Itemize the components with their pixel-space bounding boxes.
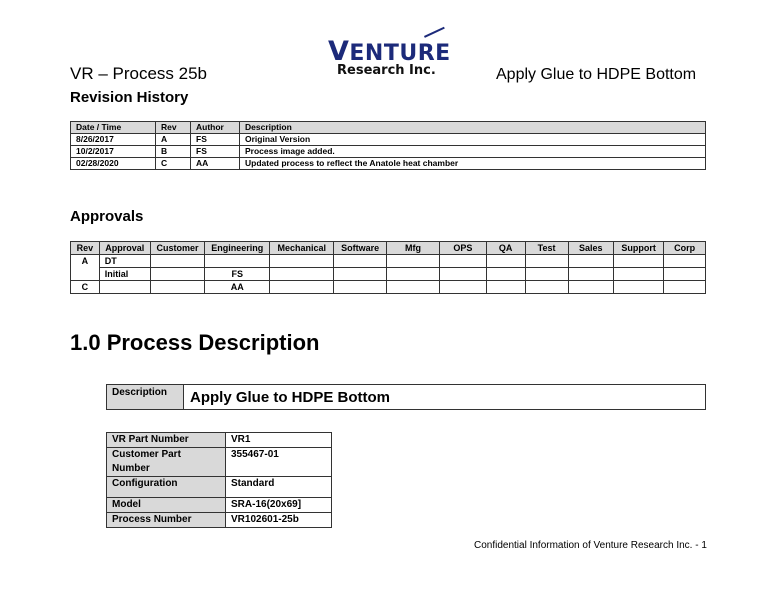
col-mechanical: Mechanical — [270, 242, 334, 255]
cell-software — [334, 268, 386, 281]
table-row — [71, 281, 706, 294]
cell-approval: Initial — [99, 268, 150, 281]
cell-customer — [150, 281, 205, 294]
col-rev: Rev — [156, 122, 191, 134]
cell-rev: A — [156, 134, 191, 146]
cell-mechanical — [270, 281, 334, 294]
col-ops: OPS — [440, 242, 487, 255]
cell-engineering: FS — [205, 268, 270, 281]
cell-date: 02/28/2020 — [71, 158, 156, 170]
info-label: Customer Part Number — [107, 448, 226, 477]
cell-test — [525, 268, 568, 281]
cell-rev: C — [156, 158, 191, 170]
info-label: VR Part Number — [107, 433, 226, 448]
table-row — [107, 385, 706, 410]
table-row — [107, 433, 332, 448]
cell-date: 8/26/2017 — [71, 134, 156, 146]
cell-rev: B — [156, 146, 191, 158]
cell-approval: DT — [99, 255, 150, 268]
table-row — [71, 134, 706, 146]
cell-mechanical — [270, 268, 334, 281]
cell-sales — [568, 281, 613, 294]
cell-support — [614, 281, 664, 294]
cell-customer — [150, 255, 205, 268]
info-label: Model — [107, 498, 226, 513]
cell-corp — [664, 281, 706, 294]
cell-rev: A — [71, 255, 100, 281]
table-row — [107, 448, 332, 477]
logo-wordmark: VENTURE — [328, 36, 451, 67]
table-row — [107, 498, 332, 513]
process-name-header: Apply Glue to HDPE Bottom — [496, 66, 697, 83]
cell-ops — [440, 268, 487, 281]
cell-description: Updated process to reflect the Anatole heat chamber — [240, 158, 706, 170]
info-label: Configuration — [107, 477, 226, 498]
table-row — [71, 158, 706, 170]
col-description: Description — [240, 122, 706, 134]
description-label: Description — [107, 385, 184, 410]
table-header-row — [71, 122, 706, 134]
cell-qa — [486, 268, 525, 281]
col-author: Author — [191, 122, 240, 134]
info-value: VR102601-25b — [226, 513, 332, 528]
cell-rev: C — [71, 281, 100, 294]
col-date: Date / Time — [71, 122, 156, 134]
cell-mfg — [386, 281, 439, 294]
info-value: Standard — [226, 477, 332, 498]
cell-software — [334, 255, 386, 268]
cell-mfg — [386, 268, 439, 281]
part-info-table — [106, 432, 332, 528]
table-row — [107, 477, 332, 498]
description-table — [106, 384, 706, 410]
cell-support — [614, 268, 664, 281]
cell-qa — [486, 281, 525, 294]
cell-engineering — [205, 255, 270, 268]
revision-history-heading: Revision History — [70, 89, 189, 106]
cell-test — [525, 255, 568, 268]
approvals-table — [70, 241, 706, 294]
cell-approval — [99, 281, 150, 294]
document-title: VR – Process 25b — [70, 64, 208, 83]
cell-qa — [486, 255, 525, 268]
cell-engineering: AA — [205, 281, 270, 294]
cell-mfg — [386, 255, 439, 268]
col-support: Support — [614, 242, 664, 255]
col-mfg: Mfg — [386, 242, 439, 255]
col-approval: Approval — [99, 242, 150, 255]
cell-corp — [664, 255, 706, 268]
cell-description: Process image added. — [240, 146, 706, 158]
info-value: 355467-01 — [226, 448, 332, 477]
cell-author: AA — [191, 158, 240, 170]
col-sales: Sales — [568, 242, 613, 255]
cell-author: FS — [191, 134, 240, 146]
cell-date: 10/2/2017 — [71, 146, 156, 158]
cell-sales — [568, 268, 613, 281]
col-software: Software — [334, 242, 386, 255]
cell-customer — [150, 268, 205, 281]
cell-author: FS — [191, 146, 240, 158]
table-header-row — [71, 242, 706, 255]
cell-corp — [664, 268, 706, 281]
col-qa: QA — [486, 242, 525, 255]
cell-sales — [568, 255, 613, 268]
table-row — [71, 146, 706, 158]
col-corp: Corp — [664, 242, 706, 255]
revision-history-table — [70, 121, 706, 170]
table-row — [71, 268, 706, 281]
col-engineering: Engineering — [205, 242, 270, 255]
cell-mechanical — [270, 255, 334, 268]
col-test: Test — [525, 242, 568, 255]
info-value: VR1 — [226, 433, 332, 448]
info-value: SRA-16(20x69] — [226, 498, 332, 513]
process-description-heading: 1.0 Process Description — [70, 330, 320, 355]
cell-ops — [440, 255, 487, 268]
logo-subtitle: Research Inc. — [337, 63, 436, 78]
venture-research-logo — [328, 36, 452, 82]
page-footer: Confidential Information of Venture Research Inc. - 1 — [474, 540, 707, 551]
cell-ops — [440, 281, 487, 294]
info-label: Process Number — [107, 513, 226, 528]
description-value: Apply Glue to HDPE Bottom — [184, 385, 706, 410]
cell-test — [525, 281, 568, 294]
approvals-heading: Approvals — [70, 208, 144, 225]
table-row — [107, 513, 332, 528]
col-customer: Customer — [150, 242, 205, 255]
cell-description: Original Version — [240, 134, 706, 146]
table-row — [71, 255, 706, 268]
cell-support — [614, 255, 664, 268]
col-rev: Rev — [71, 242, 100, 255]
cell-software — [334, 281, 386, 294]
